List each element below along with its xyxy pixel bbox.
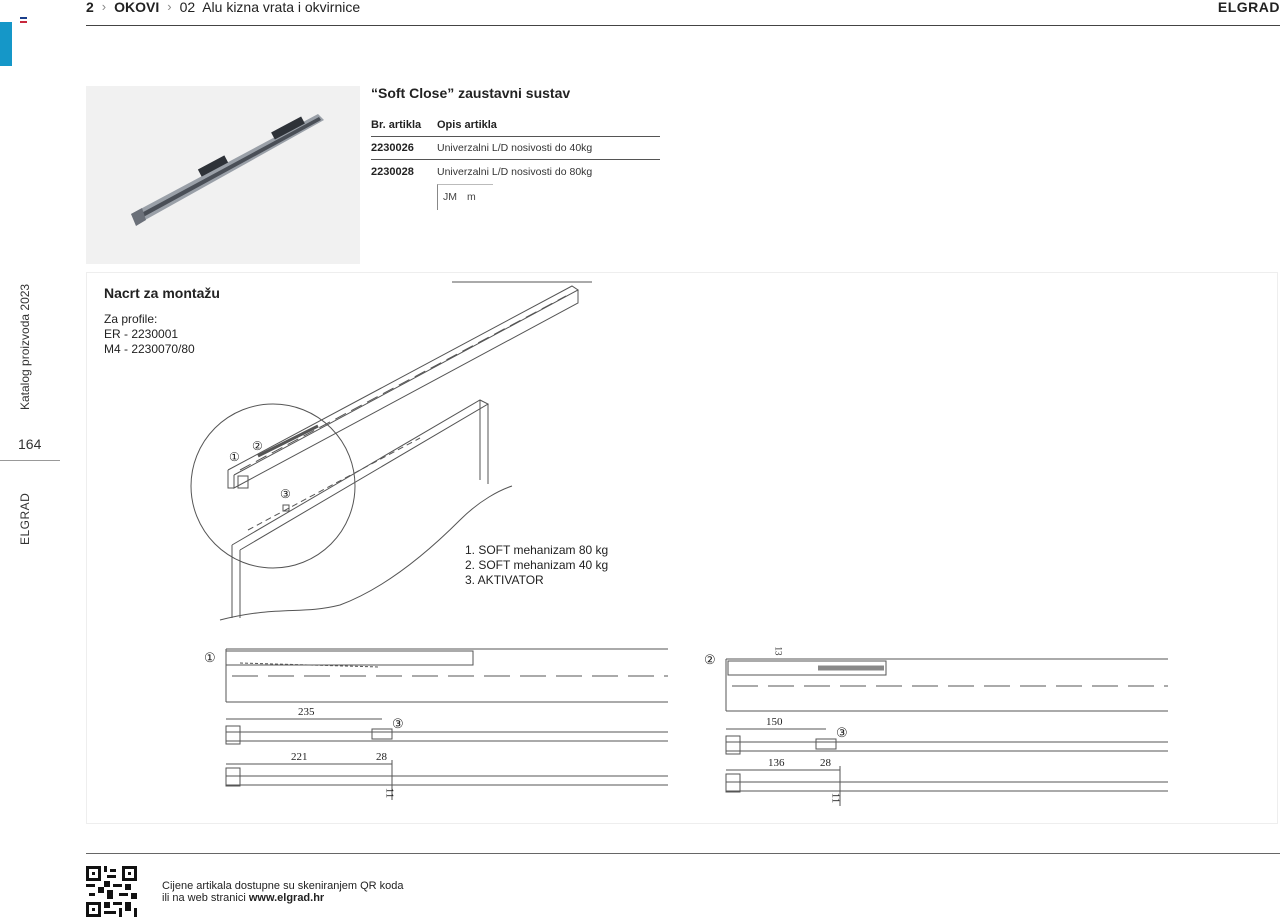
unit-label: JM <box>443 191 457 203</box>
footer-line-2 <box>162 892 404 904</box>
article-description: Univerzalni L/D nosivosti do 80kg <box>437 165 593 178</box>
profile-item: M4 - 2230070/80 <box>104 342 195 356</box>
article-code: 2230026 <box>371 142 414 154</box>
detail-2-marker: ② <box>704 652 716 667</box>
chevron-right-icon: › <box>101 0 107 14</box>
column-header: Opis artikla <box>437 119 497 131</box>
marker-3: ③ <box>280 487 291 501</box>
activator-marker: ③ <box>836 725 848 740</box>
detail-2-drawing <box>726 659 1168 806</box>
article-code: 2230028 <box>371 165 414 178</box>
qr-code-icon[interactable] <box>86 866 137 917</box>
brand-logo: ELGRAD <box>1217 0 1280 15</box>
marker-1: ① <box>229 450 240 464</box>
footer-text <box>162 880 404 904</box>
activator-marker: ③ <box>392 716 404 731</box>
profile-item: ER - 2230001 <box>104 327 179 341</box>
legend-item: 1. SOFT mehanizam 80 kg <box>465 543 609 557</box>
assembly-title: Nacrt za montažu <box>104 285 220 301</box>
product-title: “Soft Close” zaustavni sustav <box>371 85 571 101</box>
catalog-label: Katalog proizvoda 2023 <box>18 283 32 410</box>
page-number: 164 <box>18 436 42 452</box>
footer-line-1: Cijene artikala dostupne su skeniranjem QR koda <box>162 880 404 892</box>
profiles-label: Za profile: <box>104 312 158 326</box>
top-rail-drawing <box>228 282 592 488</box>
dim-136: 136 <box>768 757 785 769</box>
footer-divider <box>86 853 1280 854</box>
unit-value: m <box>467 191 476 203</box>
dim-235: 235 <box>298 706 315 718</box>
breadcrumb-section-number[interactable]: 2 <box>86 0 94 15</box>
dim-11: 11 <box>383 787 396 799</box>
dim-221: 221 <box>291 751 308 763</box>
detail-1-marker: ① <box>204 650 216 665</box>
detail-1-drawing <box>226 649 668 800</box>
dim-11: 11 <box>829 792 842 804</box>
breadcrumb-section[interactable]: OKOVI <box>114 0 160 15</box>
legend-item: 2. SOFT mehanizam 40 kg <box>465 558 609 572</box>
chevron-right-icon: › <box>167 0 172 14</box>
article-description: Univerzalni L/D nosivosti do 40kg <box>437 142 593 154</box>
website-link[interactable]: www.elgrad.hr <box>248 892 325 904</box>
footer-line-2-prefix: ili na web stranici <box>162 892 249 904</box>
dim-13: 13 <box>773 646 784 656</box>
legend-item: 3. AKTIVATOR <box>465 573 544 587</box>
parts-legend <box>465 543 608 588</box>
breadcrumb-subsection[interactable]: 02 Alu kizna vrata i okvirnice <box>179 0 361 15</box>
dim-28: 28 <box>820 757 831 769</box>
profiles-block <box>104 312 195 357</box>
dim-150: 150 <box>766 716 783 728</box>
column-header: Br. artikla <box>371 119 422 131</box>
marker-2: ② <box>252 439 263 453</box>
sidebar-brand: ELGRAD <box>18 492 32 545</box>
dim-28: 28 <box>376 751 387 763</box>
